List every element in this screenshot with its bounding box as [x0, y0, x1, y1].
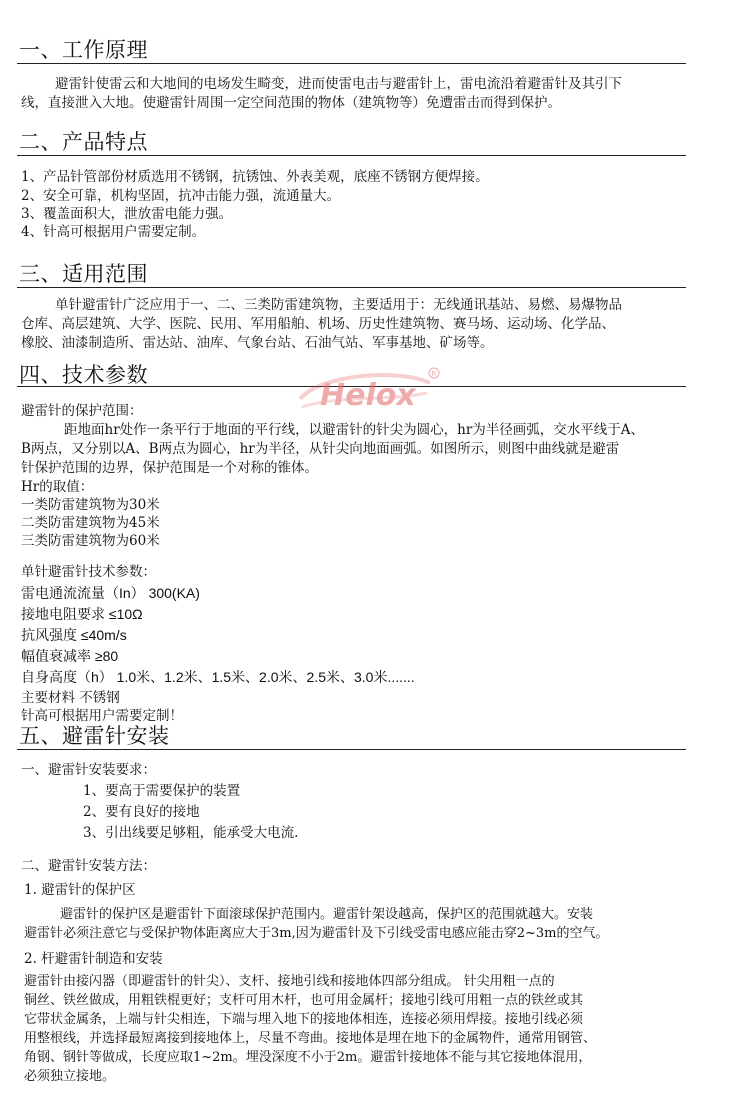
- paragraph-line: 必须独立接地。: [24, 1069, 116, 1084]
- paragraph-line: 线，直接泄入大地。使避雷针周围一定空间范围的物体（建筑物等）免遭雷击而得到保护。: [21, 95, 561, 111]
- paragraph-line: 避雷针的保护区是避雷针下面滚球保护范围内。避雷针架设越高，保护区的范围就越大。安装: [60, 907, 594, 922]
- param-height: 自身高度（h） 1.0米、1.2米、1.5米、2.0米、2.5米、3.0米.......: [21, 669, 415, 685]
- divider: [17, 749, 686, 750]
- hr-value: 二类防雷建筑物为45米: [21, 515, 160, 531]
- requirement-item: 2、要有良好的接地: [83, 804, 200, 820]
- list-item: 1、产品针管部份材质选用不锈钢，抗锈蚀、外表美观，底座不锈钢方便焊接。: [21, 169, 489, 185]
- param-material: 主要材料 不锈钢: [21, 690, 120, 706]
- method-title: 二、避雷针安装方法：: [21, 858, 156, 874]
- paragraph-line: 仓库、高层建筑、大学、医院、民用、军用船舶、机场、历史性建筑物、赛马场、运动场、化学品、: [21, 316, 615, 332]
- param-custom: 针高可根据用户需要定制！: [21, 708, 183, 724]
- paragraph-line: 橡胶、油漆制造所、雷达站、油库、气象台站、石油气站、军事基地、矿场等。: [21, 335, 494, 351]
- paragraph-line: 单针避雷针广泛应用于一、二、三类防雷建筑物，主要适用于：无线通讯基站、易燃、易爆物品: [55, 297, 622, 313]
- requirement-item: 1、要高于需要保护的装置: [83, 783, 241, 799]
- paragraph-line: 角钢、钢针等做成，长度应取1~2m。埋没深度不小于2m。避雷针接地体不能与其它接地体混用，: [24, 1050, 592, 1065]
- divider: [17, 287, 686, 288]
- requirements-title: 一、避雷针安装要求：: [21, 762, 156, 778]
- svg-text:R: R: [431, 370, 437, 378]
- list-item: 3、覆盖面积大，泄放雷电能力强。: [21, 206, 233, 222]
- divider: [17, 63, 686, 64]
- method-subtitle: 1. 避雷针的保护区: [24, 882, 136, 898]
- param-attenuation: 幅值衰减率 ≥80: [21, 648, 119, 664]
- hr-value: 三类防雷建筑物为60米: [21, 533, 160, 549]
- paragraph-line: 铜丝、铁丝做成，用粗铁棍更好；支杆可用木杆，也可用金属杆；接地引线可用粗一点的铁丝或其: [24, 993, 584, 1008]
- section-title-features: 二、产品特点: [19, 130, 148, 154]
- svg-text:Helox: Helox: [320, 378, 416, 413]
- list-item: 2、安全可靠，机构坚固，抗冲击能力强，流通量大。: [21, 188, 341, 204]
- paragraph-line: 避雷针必须注意它与受保护物体距离应大于3m,因为避雷针及下引线受雷电感应能击穿2~3m的空气。: [24, 926, 609, 941]
- requirement-item: 3、引出线要足够粗，能承受大电流.: [83, 825, 299, 841]
- paragraph-line: B两点，又分别以A、B两点为圆心，hr为半径，从针尖向地面画弧。如图所示，则图中曲线就是避雷: [21, 441, 620, 457]
- paragraph-line: 避雷针由接闪器（即避雷针的针尖）、支杆、接地引线和接地体四部分组成。 针尖用粗一点的: [24, 974, 555, 989]
- section-title-tech-params: 四、技术参数: [19, 363, 148, 387]
- hr-value: 一类防雷建筑物为30米: [21, 497, 160, 513]
- helox-logo-watermark: [292, 365, 442, 420]
- list-item: 4、针高可根据用户需要定制。: [21, 224, 206, 240]
- divider: [17, 155, 686, 156]
- params-title: 单针避雷针技术参数：: [21, 564, 156, 580]
- param-current: 雷电通流流量（In） 300(KA): [21, 585, 200, 601]
- param-wind: 抗风强度 ≤40m/s: [21, 627, 127, 643]
- section-title-installation: 五、避雷针安装: [19, 724, 170, 748]
- paragraph-line: 用整根线，并选择最短离接到接地体上，尽量不弯曲。接地体是埋在地下的金属物件，通常用钢管、: [24, 1031, 597, 1046]
- range-title: 避雷针的保护范围：: [21, 403, 143, 419]
- paragraph-line: 针保护范围的边界，保护范围是一个对称的锥体。: [21, 460, 318, 476]
- hr-title: Hr的取值：: [21, 479, 94, 495]
- section-title-scope: 三、适用范围: [19, 262, 148, 286]
- paragraph-line: 距地面hr处作一条平行于地面的平行线，以避雷针的针尖为圆心，hr为半径画弧，交水平线于A、: [64, 422, 645, 438]
- method-subtitle: 2. 杆避雷针制造和安装: [24, 951, 163, 967]
- param-resistance: 接地电阻要求 ≤10Ω: [21, 606, 143, 622]
- paragraph-line: 它带状金属条，上端与针尖相连，下端与埋入地下的接地体相连，连接必须用焊接。接地引线必须: [24, 1012, 584, 1027]
- section-title-working-principle: 一、工作原理: [19, 38, 148, 62]
- paragraph-line: 避雷针使雷云和大地间的电场发生畸变，进而使雷电击与避雷针上，雷电流沿着避雷针及其引下: [55, 76, 622, 92]
